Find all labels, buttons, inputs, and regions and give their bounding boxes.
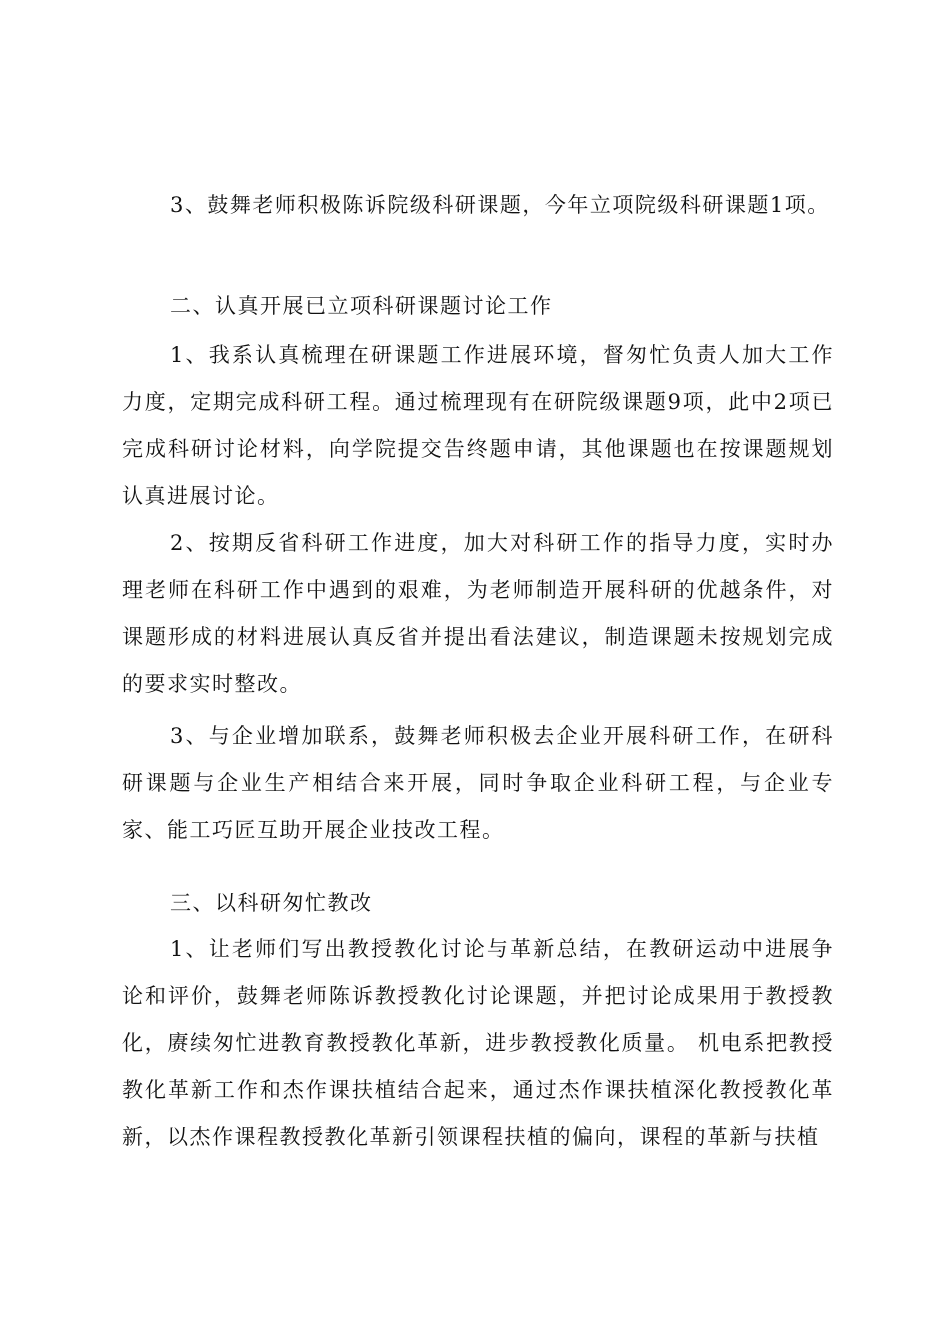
section-heading-two: 二、认真开展已立项科研课题讨论工作 (170, 294, 553, 318)
paragraph-item-1-teaching-reform: 1、让老师们写出教授教化讨论与革新总结，在教研运动中进展争论和评价，鼓舞老师陈诉教授教化讨论课题，并把讨论成果用于教授教化，赓续匆忙进教育教授教化革新，进步教授教化质量。 机电系把教授教化革新工作和杰作课扶植结合起来，通过杰作课扶植深化教授教化革新，以杰作课程教授教化革新引领课程扶植的偏向，课程的革新与扶植 (122, 937, 834, 1149)
paragraph-item-3-applications: 3、鼓舞老师积极陈诉院级科研课题，今年立项院级科研课题1项。 (170, 193, 830, 217)
paragraph-item-1-review: 1、我系认真梳理在研课题工作进展环境，督匆忙负责人加大工作力度，定期完成科研工程。通过梳理现有在研院级课题9项，此中2项已完成科研讨论材料，向学院提交告终题申请，其他课题也在按课题规划认真进展讨论。 (122, 343, 834, 508)
section-heading-three: 三、以科研匆忙教改 (170, 891, 373, 915)
paragraph-item-2-inspection: 2、按期反省科研工作进度，加大对科研工作的指导力度，实时办理老师在科研工作中遇到的艰难，为老师制造开展科研的优越条件，对课题形成的材料进展认真反省并提出看法建议，制造课题未按规划完成的要求实时整改。 (122, 531, 834, 696)
paragraph-item-3-enterprise: 3、与企业增加联系，鼓舞老师积极去企业开展科研工作，在研科研课题与企业生产相结合来开展，同时争取企业科研工程，与企业专家、能工巧匠互助开展企业技改工程。 (122, 724, 834, 842)
